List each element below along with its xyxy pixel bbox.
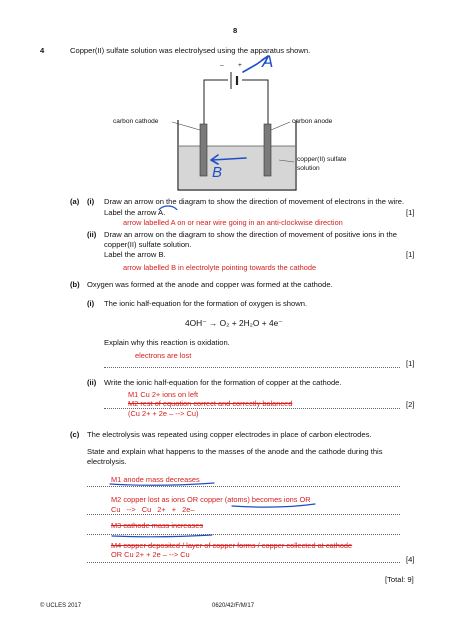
part-a-ii-text2: copper(II) sulfate solution. (104, 240, 192, 249)
part-b-ii-mark: [2] (406, 400, 415, 409)
underline-m1 (110, 483, 214, 485)
part-a-ii-text1: Draw an arrow on the diagram to show the direction of movement of positive ions in the (104, 230, 397, 239)
part-b-i-answer: electrons are lost (135, 351, 192, 360)
handwritten-b: B (212, 164, 223, 181)
part-c-intro: The electrolysis was repeated using copper electrodes in place of carbon electrodes. (87, 430, 372, 439)
handwritten-underlines (0, 460, 474, 540)
part-c-mark: [4] (406, 555, 415, 564)
part-a-ii-mark: [1] (406, 250, 415, 259)
handwritten-a: A (262, 52, 274, 71)
part-b-i-text: The ionic half-equation for the formation of oxygen is shown. (104, 299, 308, 308)
part-a-i-mark: [1] (406, 208, 415, 217)
footer-code: 0620/42/F/M/17 (212, 603, 255, 609)
oxygen-half-equation: 4OH⁻ → O₂ + 2H₂O + 4e⁻ (185, 318, 283, 328)
part-a-i-roman: (i) (87, 197, 95, 206)
part-b-intro: Oxygen was formed at the anode and copper was formed at the cathode. (87, 280, 333, 289)
underline-m2 (232, 504, 315, 507)
part-b-i-mark: [1] (406, 359, 415, 368)
part-c-m3: M3 cathode mass increases (111, 521, 204, 530)
part-c-m1: M1 anode mass decreases (111, 475, 200, 484)
part-a-letter: (a) (70, 197, 80, 206)
total-marks: [Total: 9] (385, 575, 414, 584)
footer-copyright: © UCLES 2017 (40, 603, 82, 609)
part-b-ii-text: Write the ionic half-equation for the formation of copper at the cathode. (104, 378, 342, 387)
part-a-ii-text3: Label the arrow B. (104, 250, 166, 259)
part-b-ii-answer3: (Cu 2+ + 2e – --> Cu) (128, 409, 199, 418)
part-a-ii-roman: (ii) (87, 230, 97, 239)
minus-sign: – (220, 62, 224, 69)
part-b-i-roman: (i) (87, 299, 95, 308)
part-c-text1: State and explain what happens to the masses of the anode and the cathode during this (87, 447, 383, 456)
part-a-i-text1: Draw an arrow on the diagram to show the direction of movement of electrons in the wire. (104, 197, 405, 206)
plus-sign: + (238, 62, 242, 69)
part-b-ii-answer2: M2 rest of equation correct and correctly balanced (128, 399, 293, 408)
electrolyte-solution (179, 146, 295, 189)
solution-label-line2: solution (297, 165, 320, 172)
question-intro: Copper(II) sulfate solution was electrolysed using the apparatus shown. (70, 46, 311, 55)
carbon-anode (264, 124, 271, 176)
part-c-m2: M2 copper lost as ions OR copper (atoms) becomes ions OR (111, 495, 311, 504)
anode-label: carbon anode (292, 118, 333, 125)
part-a-ii-answer: arrow labelled B in electrolyte pointing towards the cathode (123, 263, 317, 272)
underline-m3 (112, 535, 212, 537)
part-b-letter: (b) (70, 280, 80, 289)
part-c-letter: (c) (70, 430, 80, 439)
part-a-i-text2: Label the arrow A. (104, 208, 166, 217)
carbon-cathode (200, 124, 207, 176)
part-b-i-explain: Explain why this reaction is oxidation. (104, 338, 230, 347)
part-b-ii-answer1: M1 Cu 2+ ions on left (128, 390, 199, 399)
page-number: 8 (233, 26, 238, 35)
electrolysis-diagram (0, 0, 474, 210)
part-c-m4: M4 copper deposited / layer of copper forms / copper collected at cathode (111, 541, 353, 550)
cathode-label: carbon cathode (113, 118, 159, 125)
answer-line (87, 562, 400, 563)
part-a-i-answer: arrow labelled A on or near wire going in an anti-clockwise direction (123, 218, 343, 227)
solution-label-line1: copper(II) sulfate (297, 156, 347, 163)
question-number: 4 (40, 46, 45, 55)
part-c-m4-equation: OR Cu 2+ + 2e – --> Cu (111, 550, 190, 559)
answer-line (104, 367, 400, 368)
part-b-ii-roman: (ii) (87, 378, 97, 387)
part-c-text2: electrolysis. (87, 457, 127, 466)
part-c-m2-equation: Cu --> Cu 2+ + 2e– (111, 505, 195, 514)
